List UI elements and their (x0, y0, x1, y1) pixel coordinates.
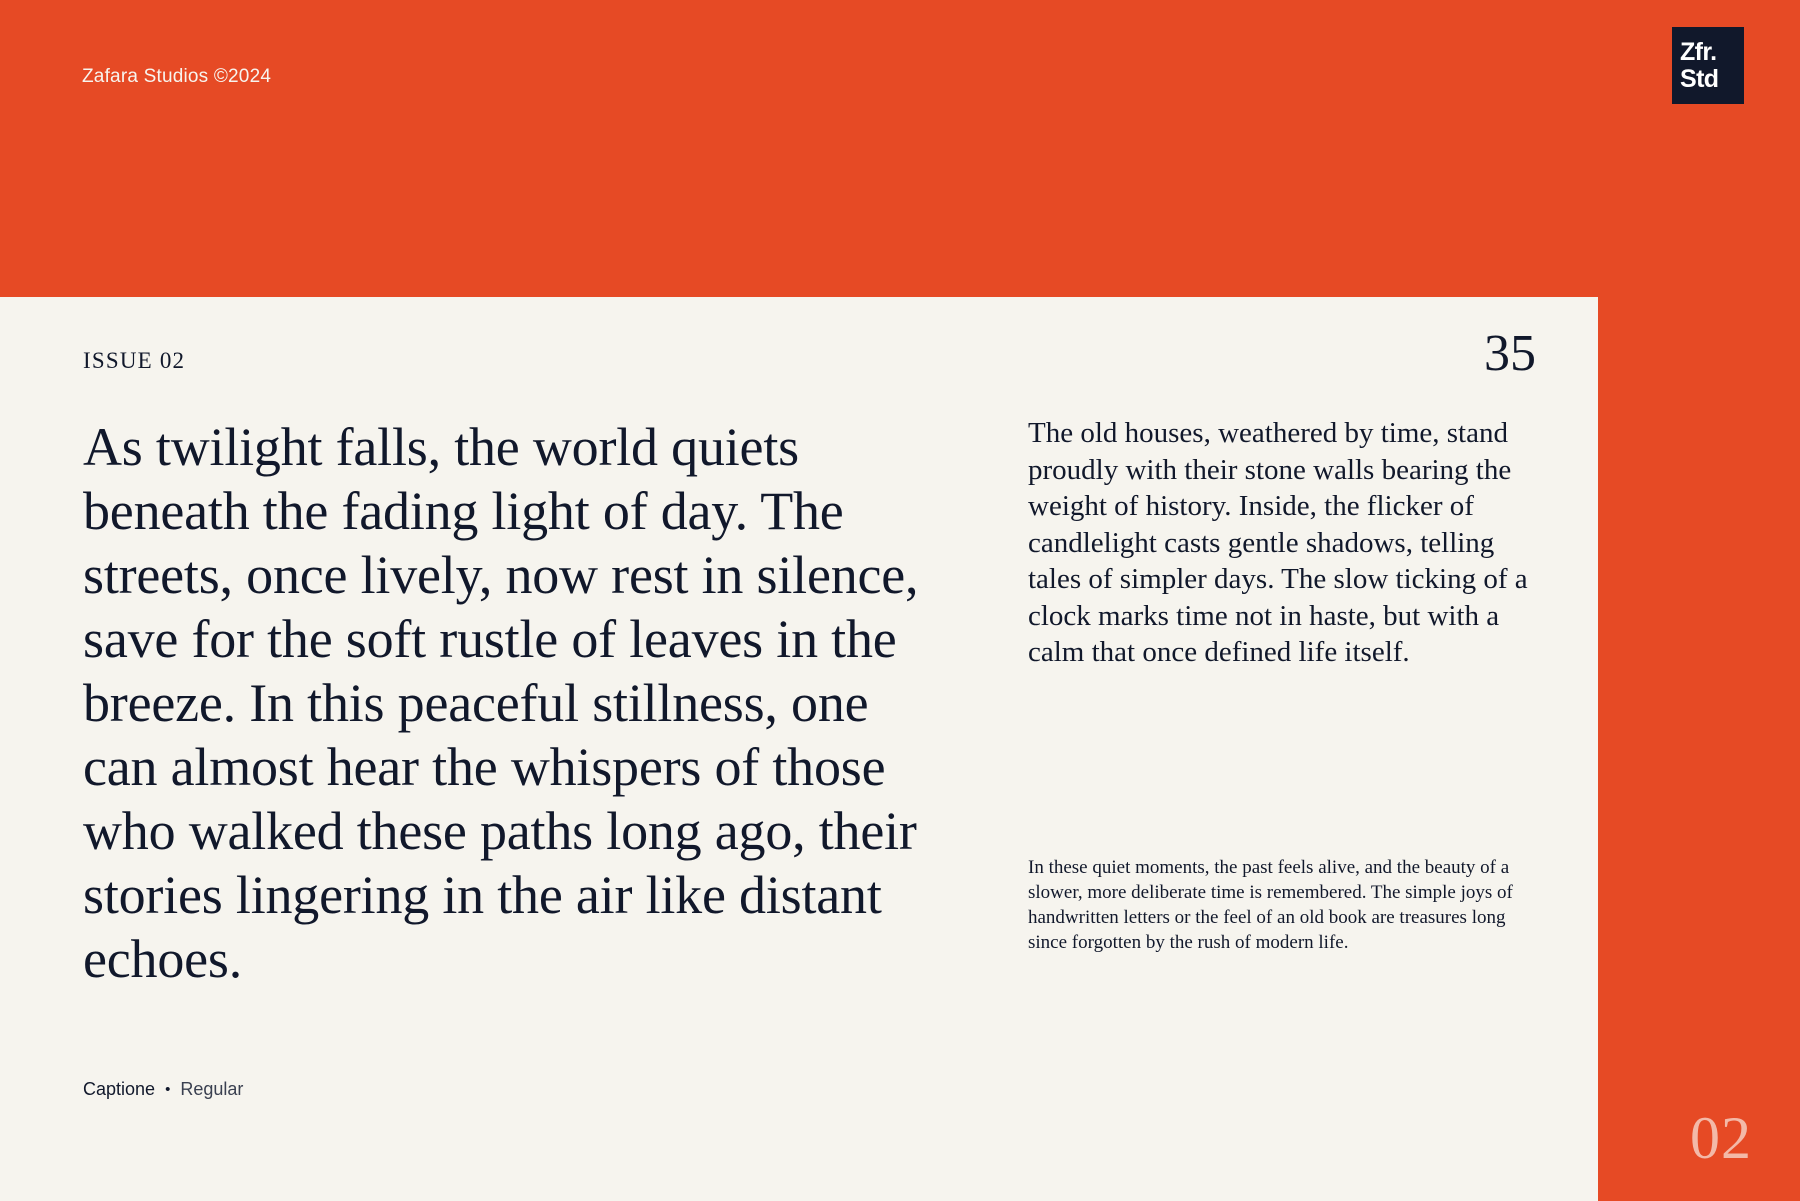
page-header (83, 325, 1536, 386)
caption-typeface-name: Captione (83, 1079, 156, 1099)
section-number: 02 (1690, 1105, 1752, 1171)
page-sheet (0, 297, 1598, 1201)
caption-typeface-weight: Regular (180, 1079, 244, 1099)
issue-label: ISSUE 02 (83, 348, 186, 373)
caption-separator-dot: • (165, 1080, 171, 1098)
left-column (83, 415, 953, 1099)
top-accent-band (0, 0, 1800, 297)
logo-line-1: Zfr. (1680, 37, 1717, 66)
small-paragraph: In these quiet moments, the past feels alive, and the beauty of a slower, more deliberate time is remembered. The simple joys of handwritten letters or the feel of an old book are treasures long since forgotten by the rush of modern life. (1028, 857, 1513, 953)
caption-row (83, 1079, 243, 1100)
logo-badge (1672, 27, 1744, 104)
studio-credit: Zafara Studios ©2024 (82, 66, 272, 87)
right-column (1028, 415, 1538, 953)
page-number: 35 (1484, 325, 1536, 382)
logo-line-2: Std (1680, 64, 1719, 93)
body-paragraph: The old houses, weathered by time, stand proudly with their stone walls bearing the weight of history. Inside, the flicker of candlelight casts gentle shadows, telling tales of simpler days. The slow ticking of a clock marks time not in haste, but with a calm that once defined life itself. (1028, 417, 1528, 668)
lead-paragraph: As twilight falls, the world quiets beneath the fading light of day. The streets, once lively, now rest in silence, save for the soft rustle of leaves in the breeze. In this peaceful stillness, one can almost hear the whispers of those who walked these paths long ago, their stories lingering in the air like distant echoes. (83, 417, 919, 989)
